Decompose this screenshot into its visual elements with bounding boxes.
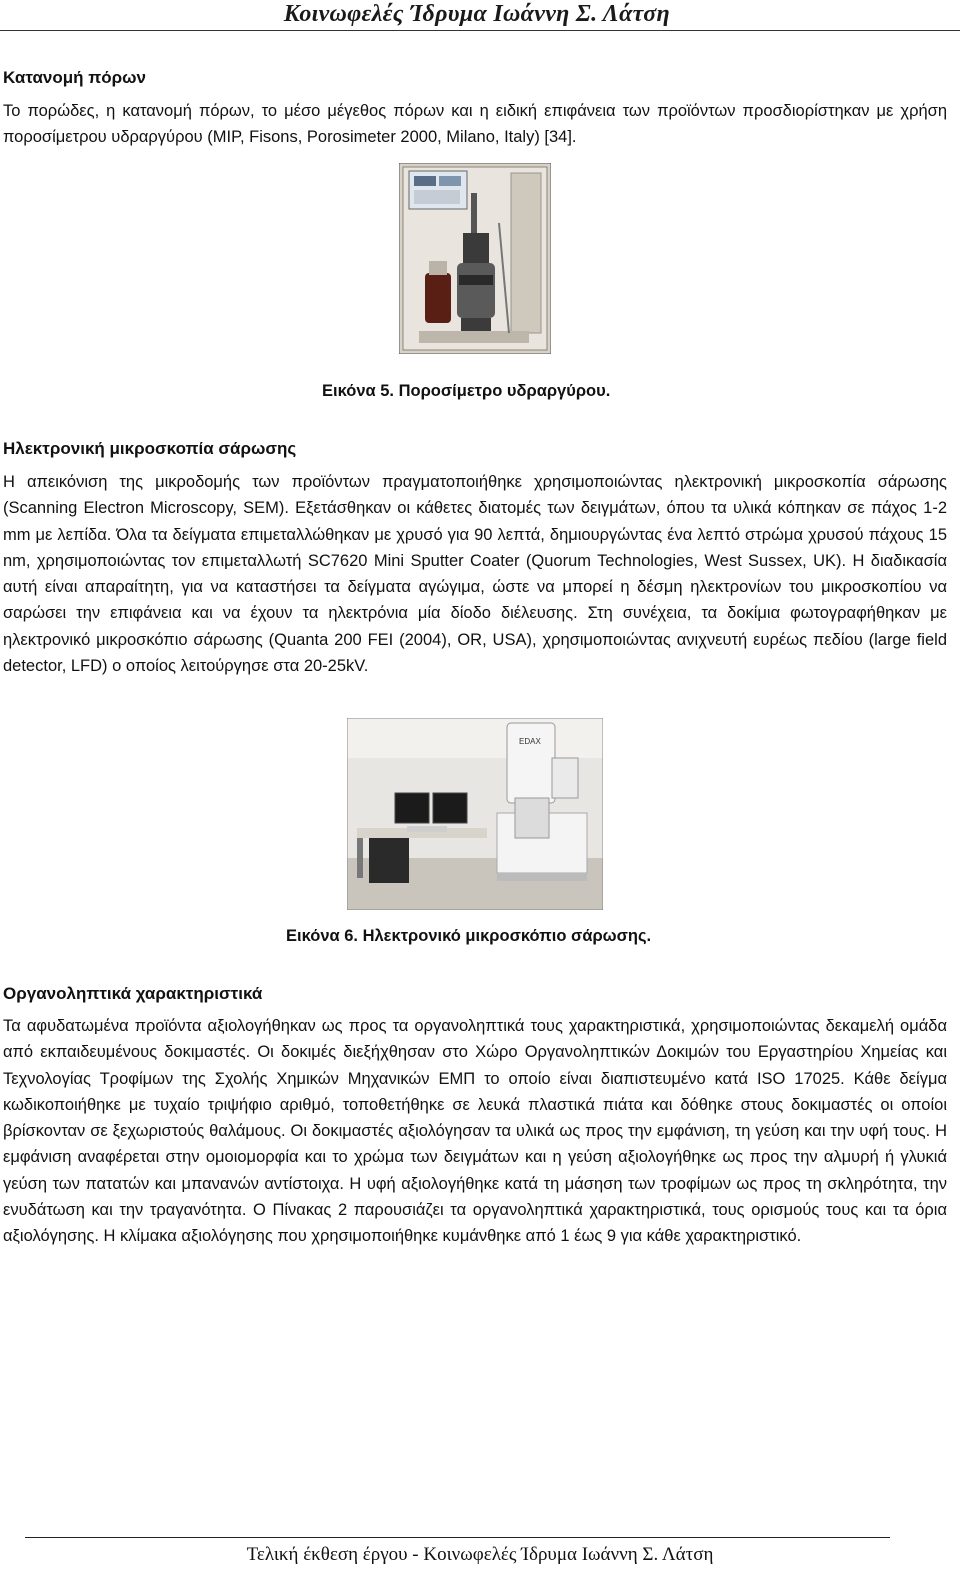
figure-6-caption: Εικόνα 6. Ηλεκτρονικό μικροσκόπιο σάρωσης. (286, 927, 652, 945)
header-title: Κοινωφελές Ίδρυμα Ιωάννη Σ. Λάτση (283, 1, 670, 27)
footer-divider (25, 1537, 890, 1538)
section-heading-sensory: Οργανοληπτικά χαρακτηριστικά (3, 984, 263, 1003)
paragraph-pore-distribution: Το πορώδες, η κατανομή πόρων, το μέσο μέγεθος πόρων και η ειδική επιφάνεια των προϊόντων προσδιορίστηκαν με χρήση ποροσίμετρου υδραργύρου (MIP, Fisons, Porosimeter 2000, Milano, Italy) [34]. (3, 102, 947, 147)
paragraph-sensory: Τα αφυδατωμένα προϊόντα αξιολογήθηκαν ως προς τα οργανοληπτικά τους χαρακτηριστικά, χρησιμοποιώντας δεκαμελή ομάδα από εκπαιδευμένους δοκιμαστές. Οι δοκιμές διεξήχθησαν στο Χώρο Οργανοληπτικών Δοκιμών του Εργαστηρίου Χημείας και Τεχνολογίας Τροφίμων της Σχολής Χημικών Μηχανικών ΕΜΠ το οποίο είναι διαπιστευμένο κατά ISO 17025. Κάθε δείγμα κωδικοποιήθηκε με τυχαίο τριψήφιο αριθμό, τοποθετήθηκε σε λευκά πλαστικά πιάτα και δόθηκε στους δοκιμαστές οι οποίοι βρίσκονταν σε ξεχωριστούς θαλάμους. Οι δοκιμαστές αξιολόγησαν τα υλικά ως προς την εμφάνιση, τη γεύση και την υφή τους. Η εμφάνιση αναφέρεται στην ομοιομορφία και το χρώμα των δειγμάτων και η γεύση αξιολογήθηκε ως προς την αλμυρή ή γλυκιά γεύση των πατατών και μπανανών αντίστοιχα. Η υφή αξιολογήθηκε κατά τη μάσηση των τροφίμων ως προς τη σκληρότητα, την ενυδάτωση και την τραγανότητα. Ο Πίνακας 2 παρουσιάζει τα οργανοληπτικά χαρακτηριστικά, τους ορισμούς τους και τα όρια αξιολόγησης. Η κλίμακα αξιολόγησης που χρησιμοποιήθηκε κυμάνθηκε από 1 έως 9 για κάθε χαρακτηριστικό. (3, 1017, 947, 1246)
porosimeter-photo (399, 163, 551, 354)
figure-5-caption: Εικόνα 5. Ποροσίμετρο υδραργύρου. (322, 382, 611, 400)
section-heading-sem: Ηλεκτρονική μικροσκοπία σάρωσης (3, 439, 297, 458)
sem-microscope-photo (347, 718, 603, 910)
edax-logo: EDAX (519, 737, 541, 746)
section-heading-pore-distribution: Κατανομή πόρων (3, 68, 146, 87)
page-header (0, 0, 960, 31)
footer-text: Τελική έκθεση έργου - Κοινωφελές Ίδρυμα Ιωάννη Σ. Λάτση (246, 1544, 714, 1565)
paragraph-sem: Η απεικόνιση της μικροδομής των προϊόντων πραγματοποιήθηκε χρησιμοποιώντας ηλεκτρονική μικροσκοπία σάρωσης (Scanning Electron Microscopy, SEM). Εξετάσθηκαν οι κάθετες διατομές των δειγμάτων, όπου τα υλικά κόπηκαν σε πάχος 1-2 mm με λεπίδα. Όλα τα δείγματα επιμεταλλώθηκαν με χρυσό για 90 λεπτά, δημιουργώντας ένα λεπτό στρώμα χρυσού πάχους 15 nm, χρησιμοποιώντας τον επιμεταλλωτή SC7620 Mini Sputter Coater (Quorum Technologies, West Sussex, UK). Η διαδικασία αυτή είναι απαραίτητη, για να καταστήσει τα δείγματα αγώγιμα, ώστε να μπορεί η δέσμη ηλεκτρονίων του μικροσκοπίου να σαρώσει την επιφάνεια και να έχουν τα ηλεκτρόνια μία δίοδο διέλευσης. Στη συνέχεια, τα δοκίμια φωτογραφήθηκαν με ηλεκτρονικό μικροσκόπιο σάρωσης (Quanta 200 FEI (2004), OR, USA), χρησιμοποιώντας ανιχνευτή ευρέως πεδίου (large field detector, LFD) ο οποίος λειτούργησε στα 20-25kV. (3, 473, 947, 676)
